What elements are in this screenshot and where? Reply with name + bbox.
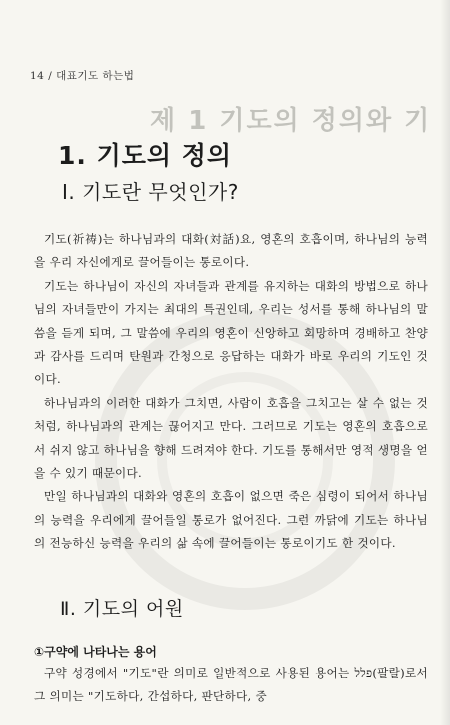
banner-chapter-no: 1 — [188, 106, 209, 136]
banner-text: 기도의 정의와 기 — [219, 106, 432, 136]
running-head: 14 / 대표기도 하는법 — [30, 70, 135, 82]
banner-prefix: 제 — [150, 106, 178, 136]
section-2-body — [34, 662, 428, 708]
paragraph: 구약 성경에서 "기도"란 의미로 일반적으로 사용된 용어는 פלל(팔랄)로서 그 의미는 "기도하다, 간섭하다, 판단하다, 중 — [34, 666, 428, 703]
section-2-title: Ⅱ. 기도의 어원 — [60, 598, 184, 620]
chapter-title: 1. 기도의 정의 — [58, 141, 233, 170]
paragraph: 기도는 하나님이 자신의 자녀들과 관계를 유지하는 대화의 방법으로 하나님의 자녀들만이 가지는 최대의 특권인데, 우리는 성서를 통해 하나님의 말씀을 듣게 되며, 그 말씀에 우리의 영혼이 신앙하고 회망하며 경배하고 찬양과 감사를 드리며 탄원과 간청으로 응답하는 대화가 바로 우리의 기도인 것이다. — [34, 278, 428, 387]
paragraph: 하나님과의 이러한 대화가 그치면, 사람이 호흡을 그치고는 살 수 없는 것처럼, 하나님과의 관계는 끊어지고 만다. 그러므로 기도는 영혼의 호흡으로서 쉬지 않고 하나님을 향해 드려져야 한다. 기도를 통해서만 영적 생명을 얻을 수 있기 때문이다. — [34, 395, 428, 481]
chapter-banner — [150, 100, 450, 136]
page-edge-shadow — [440, 0, 450, 725]
subsection-title: ①구약에 나타나는 용어 — [34, 645, 157, 659]
paragraph: 기도(祈祷)는 하나님과의 대화(対話)요, 영혼의 호흡이며, 하나님의 능력을 우리 자신에게로 끌어들이는 통로이다. — [34, 232, 428, 270]
paragraph: 만일 하나님과의 대화와 영혼의 호흡이 없으면 죽은 심령이 되어서 하나님의 능력을 우리에게 끌어들일 통로가 없어진다. 그런 까닭에 기도는 하나님의 전능하신 능력을 우리의 삶 속에 끌어들이는 통로이기도 한 것이다. — [34, 489, 428, 551]
section-1-body — [34, 228, 428, 556]
section-1-title: Ⅰ. 기도란 무엇인가? — [62, 180, 239, 204]
